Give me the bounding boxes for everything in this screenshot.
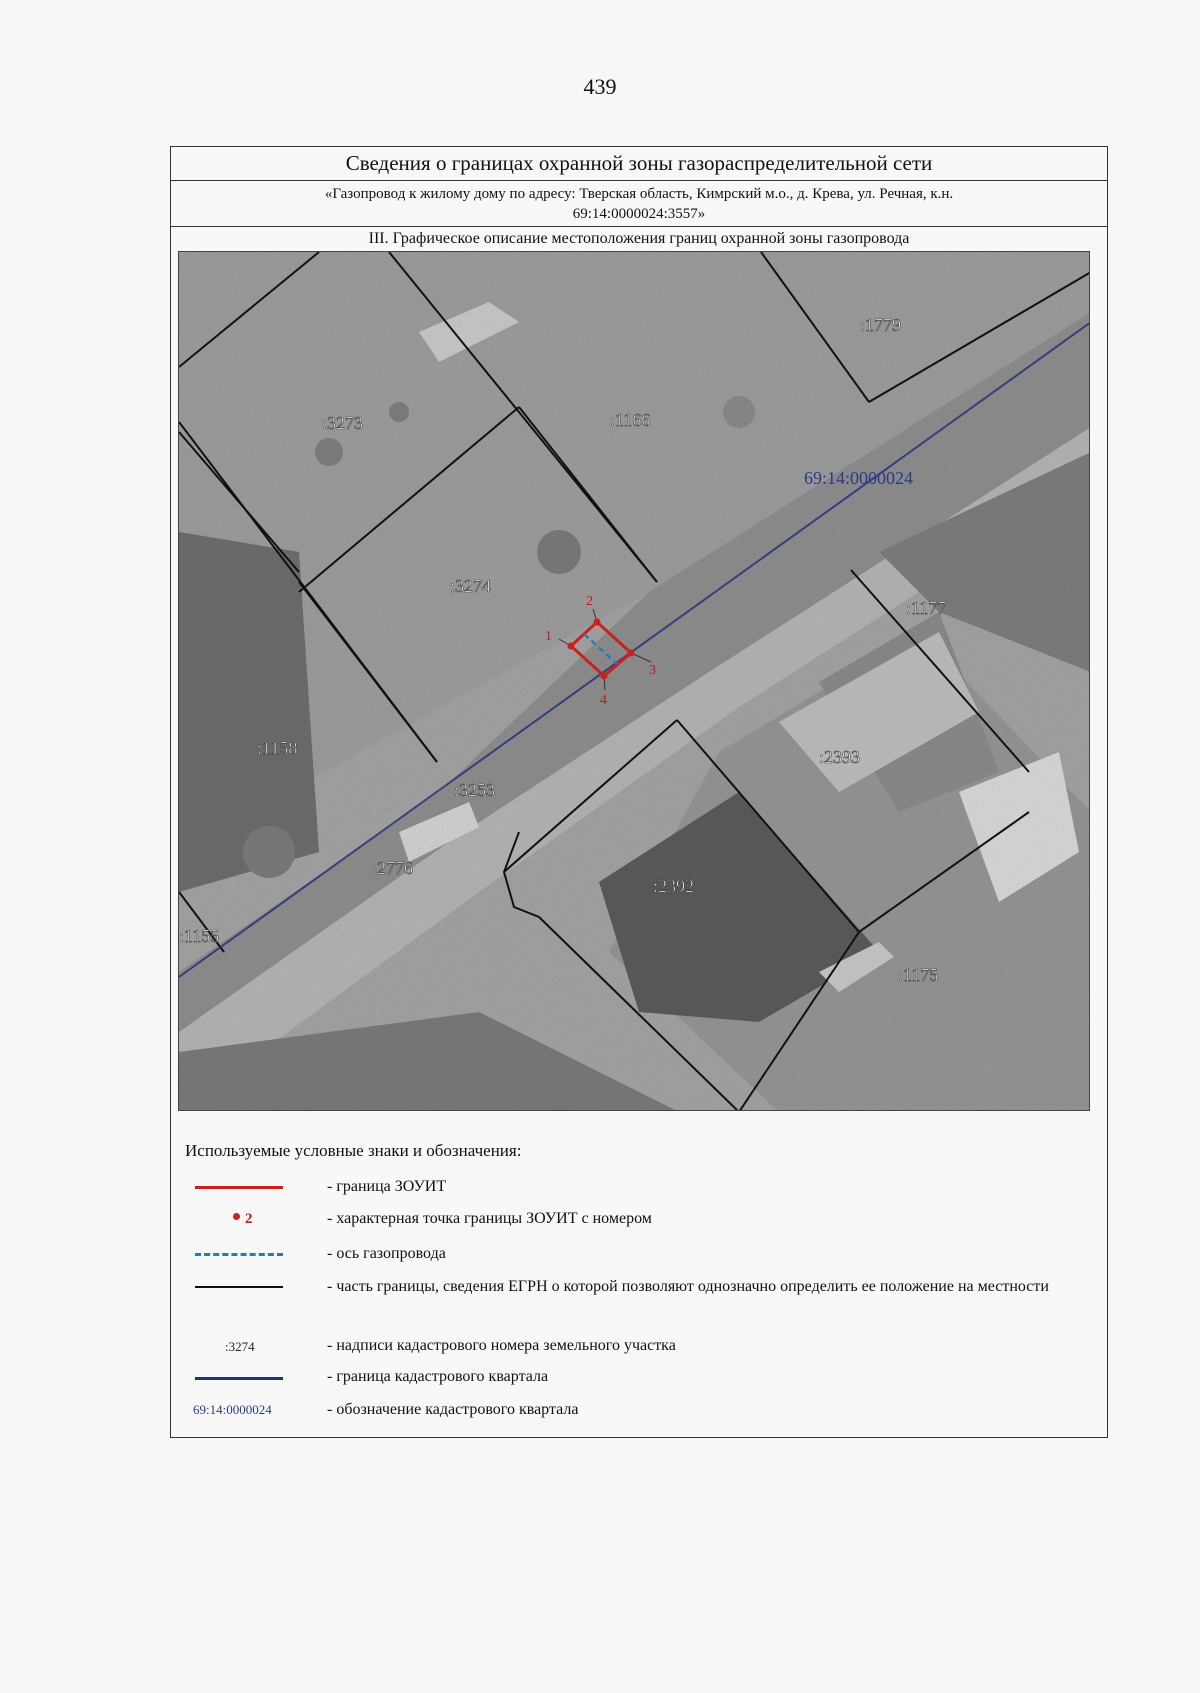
red-point-icon (233, 1213, 240, 1220)
zone-point-label-2: 2 (586, 594, 593, 609)
zone-point-3 (628, 650, 635, 657)
zone-point-label-3: 3 (649, 663, 656, 678)
parcel-label: :3253 (454, 780, 496, 800)
legend-symbol (185, 1335, 305, 1365)
legend-symbol (185, 1398, 305, 1428)
legend-quarter-sample: 69:14:0000024 (193, 1402, 272, 1417)
zone-point-4 (601, 673, 608, 680)
parcel-label: :3273 (322, 413, 364, 433)
legend-desc: - ось газопровода (327, 1245, 446, 1262)
subtitle-line-2: 69:14:0000024:3557» (572, 206, 706, 222)
legend-desc: - обозначение кадастрового квартала (327, 1401, 579, 1418)
legend-parcel-sample: :3274 (225, 1339, 255, 1354)
red-line-icon (195, 1186, 283, 1189)
parcel-label: :2393 (819, 747, 861, 767)
page-number: 439 (583, 74, 617, 99)
parcel-label: :1779 (860, 315, 902, 335)
legend-symbol (185, 1208, 305, 1238)
parcel-label: :1166 (610, 410, 651, 430)
black-line-icon (195, 1286, 283, 1288)
map-canvas (179, 252, 1090, 1111)
legend-symbol (185, 1275, 305, 1305)
legend-symbol (185, 1366, 305, 1396)
document-subtitle (171, 181, 1107, 227)
parcel-label: :2776 (372, 858, 414, 878)
legend-desc: - граница кадастрового квартала (327, 1368, 549, 1385)
document-title: Сведения о границах охранной зоны газораспределительной сети (171, 147, 1107, 181)
legend-symbol (185, 1242, 305, 1272)
zone-point-1 (568, 643, 575, 650)
legend-desc: - надписи кадастрового номера земельного участка (327, 1337, 676, 1354)
legend-point-number: 2 (245, 1211, 253, 1227)
zone-point-label-1: 1 (545, 629, 552, 644)
zone-point-2 (594, 619, 601, 626)
subtitle-line-1: «Газопровод к жилому дому по адресу: Тверская область, Кимрский м.о., д. Крева, ул. Речная, к.н. (324, 186, 954, 202)
legend-desc: - часть границы, сведения ЕГРН о которой позволяют однозначно определить ее положение на местности (327, 1278, 1049, 1295)
parcel-label: :1175 (898, 965, 939, 985)
aerial-imagery (179, 252, 1090, 1111)
quarter-label: 69:14:0000024 (804, 468, 914, 488)
document-frame (170, 146, 1108, 1438)
legend-title: Используемые условные знаки и обозначения: (185, 1141, 522, 1160)
section-title: III. Графическое описание местоположения границ охранной зоны газопровода (368, 230, 910, 247)
legend-desc: - характерная точка границы ЗОУИТ с номером (327, 1210, 652, 1227)
parcel-label: :2392 (653, 876, 695, 896)
legend-symbol (185, 1175, 305, 1205)
parcel-label: :1158 (257, 738, 298, 758)
parcel-label: :3274 (450, 576, 492, 596)
map-view[interactable] (178, 251, 1090, 1111)
zone-point-label-4: 4 (600, 693, 607, 708)
parcel-label: :1155 (179, 926, 220, 946)
parcel-label: :1177 (906, 598, 947, 618)
legend-desc: - граница ЗОУИТ (327, 1178, 447, 1195)
navy-line-icon (195, 1377, 283, 1380)
blue-dashed-line-icon (195, 1253, 283, 1256)
